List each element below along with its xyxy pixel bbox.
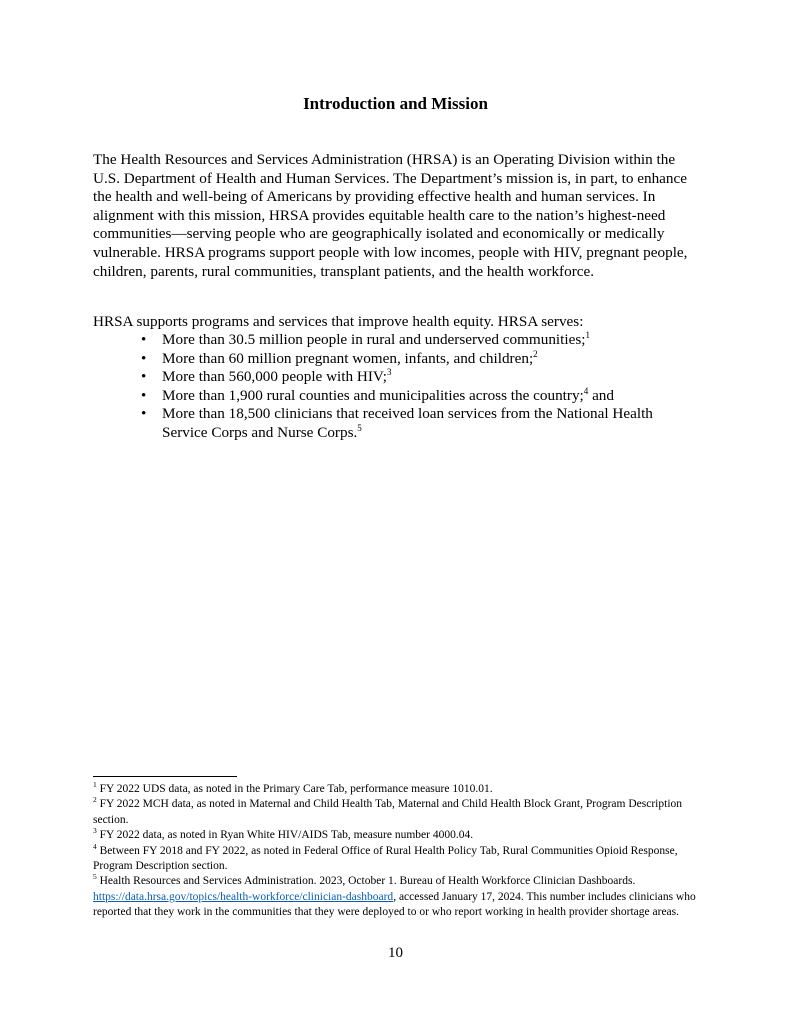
footnote-reference[interactable]: 2 [533,348,538,359]
footnote-reference[interactable]: 4 [583,385,589,396]
footnotes-section [93,782,705,921]
list-item [141,331,686,350]
list-item-text: More than 560,000 people with HIV; [162,368,387,386]
list-item-text: More than 60 million pregnant women, infants, and children; [162,349,534,367]
footnote-number: 3 [93,826,97,836]
bullet-icon: • [141,386,147,404]
list-item-text: More than 1,900 rural counties and municipalities across the country; [162,386,584,404]
list-item-tail: and [588,386,614,404]
footnote-text: Between FY 2018 and FY 2022, as noted in Federal Office of Rural Health Policy Tab, Rural Communities Opioid Response, Program Description section. [93,844,678,873]
list-item [141,350,686,369]
bullet-icon: • [141,368,147,386]
list-item [141,368,686,387]
intro-paragraph: The Health Resources and Services Administration (HRSA) is an Operating Division within the U.S. Department of Health and Human Services. The Department’s mission is, in part, to enhance the health and well-being of Americans by providing effective health and human services. In alignment with this mission, HRSA provides equitable health care to the nation’s highest-need communities—serving people who are geographically isolated and economically or medically vulnerable. HRSA programs support people with low incomes, people with HIV, pregnant people, children, parents, rural communities, transplant patients, and the health workforce. [93,151,688,280]
serves-list [141,331,686,443]
list-item [141,387,686,406]
footnote-number: 4 [93,841,97,851]
footnote-text: Health Resources and Services Administration. 2023, October 1. Bureau of Health Workforce Clinician Dashboards. [96,875,636,888]
list-item-text: More than 30.5 million people in rural and underserved communities; [162,331,586,348]
footnote-number: 5 [93,872,97,882]
footnote [93,841,705,875]
footnote [93,797,705,828]
footnote-text: FY 2022 UDS data, as noted in the Primary Care Tab, performance measure 1010.01. [96,783,493,795]
footnote-number: 2 [93,795,97,805]
footnote-text-continued: , accessed January 17, 2024. This number includes clinicians who reported that they work in the communities that they were deployed to or who report working in health provider shortage areas. [93,890,696,919]
footnote-reference[interactable]: 1 [585,329,590,340]
bullet-icon: • [141,331,147,348]
bullet-icon: • [141,405,147,423]
page-title: Introduction and Mission [303,94,488,113]
footnote-text: FY 2022 MCH data, as noted in Maternal and Child Health Tab, Maternal and Child Health Block Grant, Program Description section. [93,798,683,826]
clinician-dashboard-link[interactable]: https://data.hrsa.gov/topics/health-workforce/clinician-dashboard [93,890,394,903]
bullet-icon: • [141,349,147,367]
footnote [93,828,705,843]
footnote-text: FY 2022 data, as noted in Ryan White HIV/AIDS Tab, measure number 4000.04. [96,829,474,842]
footnote [93,782,705,797]
list-item [141,405,686,442]
list-item-text: More than 18,500 clinicians that received loan services from the National Health Service Corps and Nurse Corps. [162,405,653,441]
footnote-reference[interactable]: 5 [357,422,362,433]
footnote-reference[interactable]: 3 [386,367,392,378]
footnote-number: 1 [93,780,97,790]
page-number: 10 [388,945,403,961]
serves-intro-text: HRSA supports programs and services that improve health equity. HRSA serves: [93,313,584,330]
footnote-divider [93,776,237,777]
footnote [93,874,705,920]
